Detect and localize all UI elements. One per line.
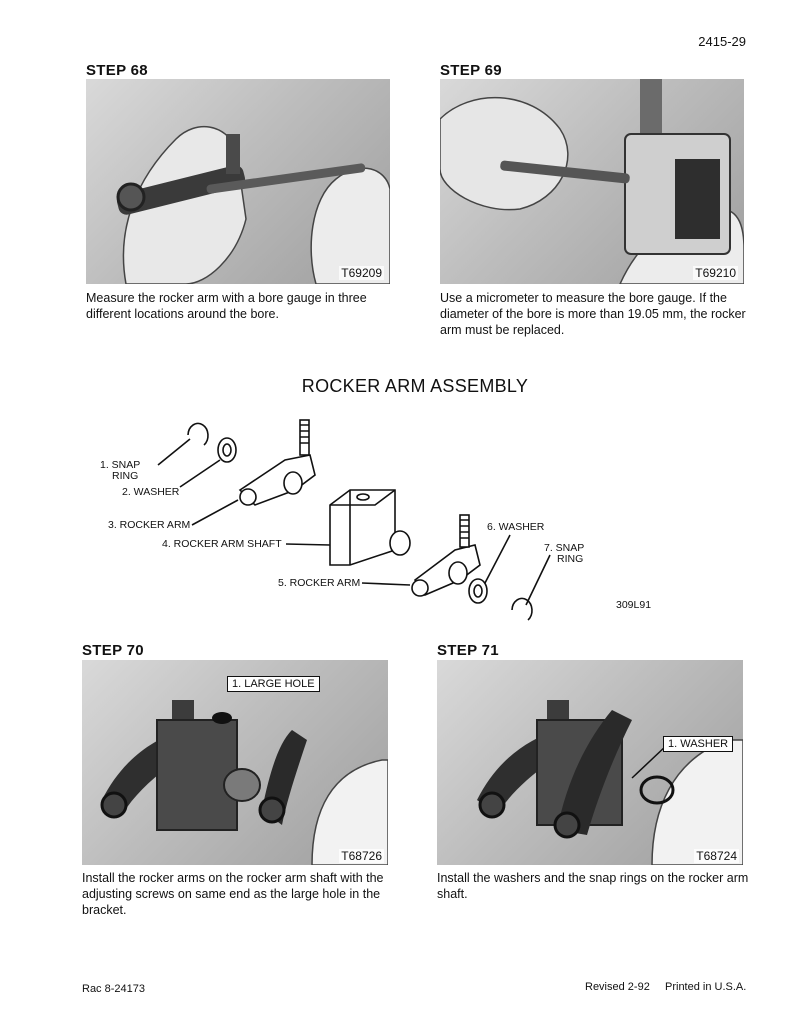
washer-installation-illustration: [437, 660, 743, 865]
step-69-caption: Use a micrometer to measure the bore gauge. If the diameter of the bore is more than 19.05 mm, the rocker arm must be replaced.: [440, 291, 746, 337]
step-70-figure-id: T68726: [341, 849, 382, 863]
label-rocker-arm-shaft-4: 4. ROCKER ARM SHAFT: [162, 538, 282, 550]
footer-printed: Printed in U.S.A.: [665, 981, 747, 993]
step-71-title: STEP 71: [437, 642, 499, 659]
step-69-photo: [440, 79, 744, 284]
assembly-diagram: [80, 405, 720, 635]
label-snap-ring-1b: RING: [112, 470, 139, 482]
washer-6-shape: [469, 579, 487, 603]
footer-document-number: Rac 8-24173: [82, 983, 145, 995]
label-washer-6: 6. WASHER: [487, 521, 545, 533]
footer-revised: Revised 2-92: [585, 981, 650, 993]
label-rocker-arm-5: 5. ROCKER ARM: [278, 577, 361, 589]
snap-ring-1-shape: [188, 423, 208, 445]
step-68-figure-id: T69209: [341, 266, 382, 280]
bore-gauge-illustration: [86, 79, 390, 284]
step-68-caption: Measure the rocker arm with a bore gauge in three different locations around the bore.: [86, 291, 367, 321]
assembly-heading: ROCKER ARM ASSEMBLY: [301, 376, 529, 396]
step-70-photo: [82, 660, 388, 865]
step-70-title: STEP 70: [82, 642, 144, 659]
washer-callout: 1. WASHER: [663, 736, 733, 752]
label-rocker-arm-3: 3. ROCKER ARM: [108, 519, 191, 531]
step-70-caption: Install the rocker arms on the rocker arm shaft with the adjusting screws on same end as the large hole in the bracket.: [82, 871, 384, 917]
step-69-title: STEP 69: [440, 62, 502, 79]
step-69-figure-id: T69210: [695, 266, 736, 280]
snap-ring-7-shape: [512, 598, 532, 620]
rocker-arm-shaft-shape: [330, 490, 395, 565]
step-71-caption: Install the washers and the snap rings on the rocker arm shaft.: [437, 871, 749, 901]
step-71-figure-id: T68724: [696, 849, 737, 863]
micrometer-illustration: [440, 79, 744, 284]
label-snap-ring-1a: 1. SNAP: [100, 459, 141, 471]
label-snap-ring-7a: 7. SNAP: [544, 542, 585, 554]
step-68-title: STEP 68: [86, 62, 148, 79]
assembly-figure-id: 309L91: [616, 599, 652, 611]
step-71-photo: [437, 660, 743, 865]
page-number: 2415-29: [698, 34, 746, 49]
large-hole-callout: 1. LARGE HOLE: [227, 676, 320, 692]
label-snap-ring-7b: RING: [557, 553, 584, 565]
washer-2-shape: [218, 438, 236, 462]
step-68-photo: [86, 79, 390, 284]
label-washer-2: 2. WASHER: [122, 486, 180, 498]
